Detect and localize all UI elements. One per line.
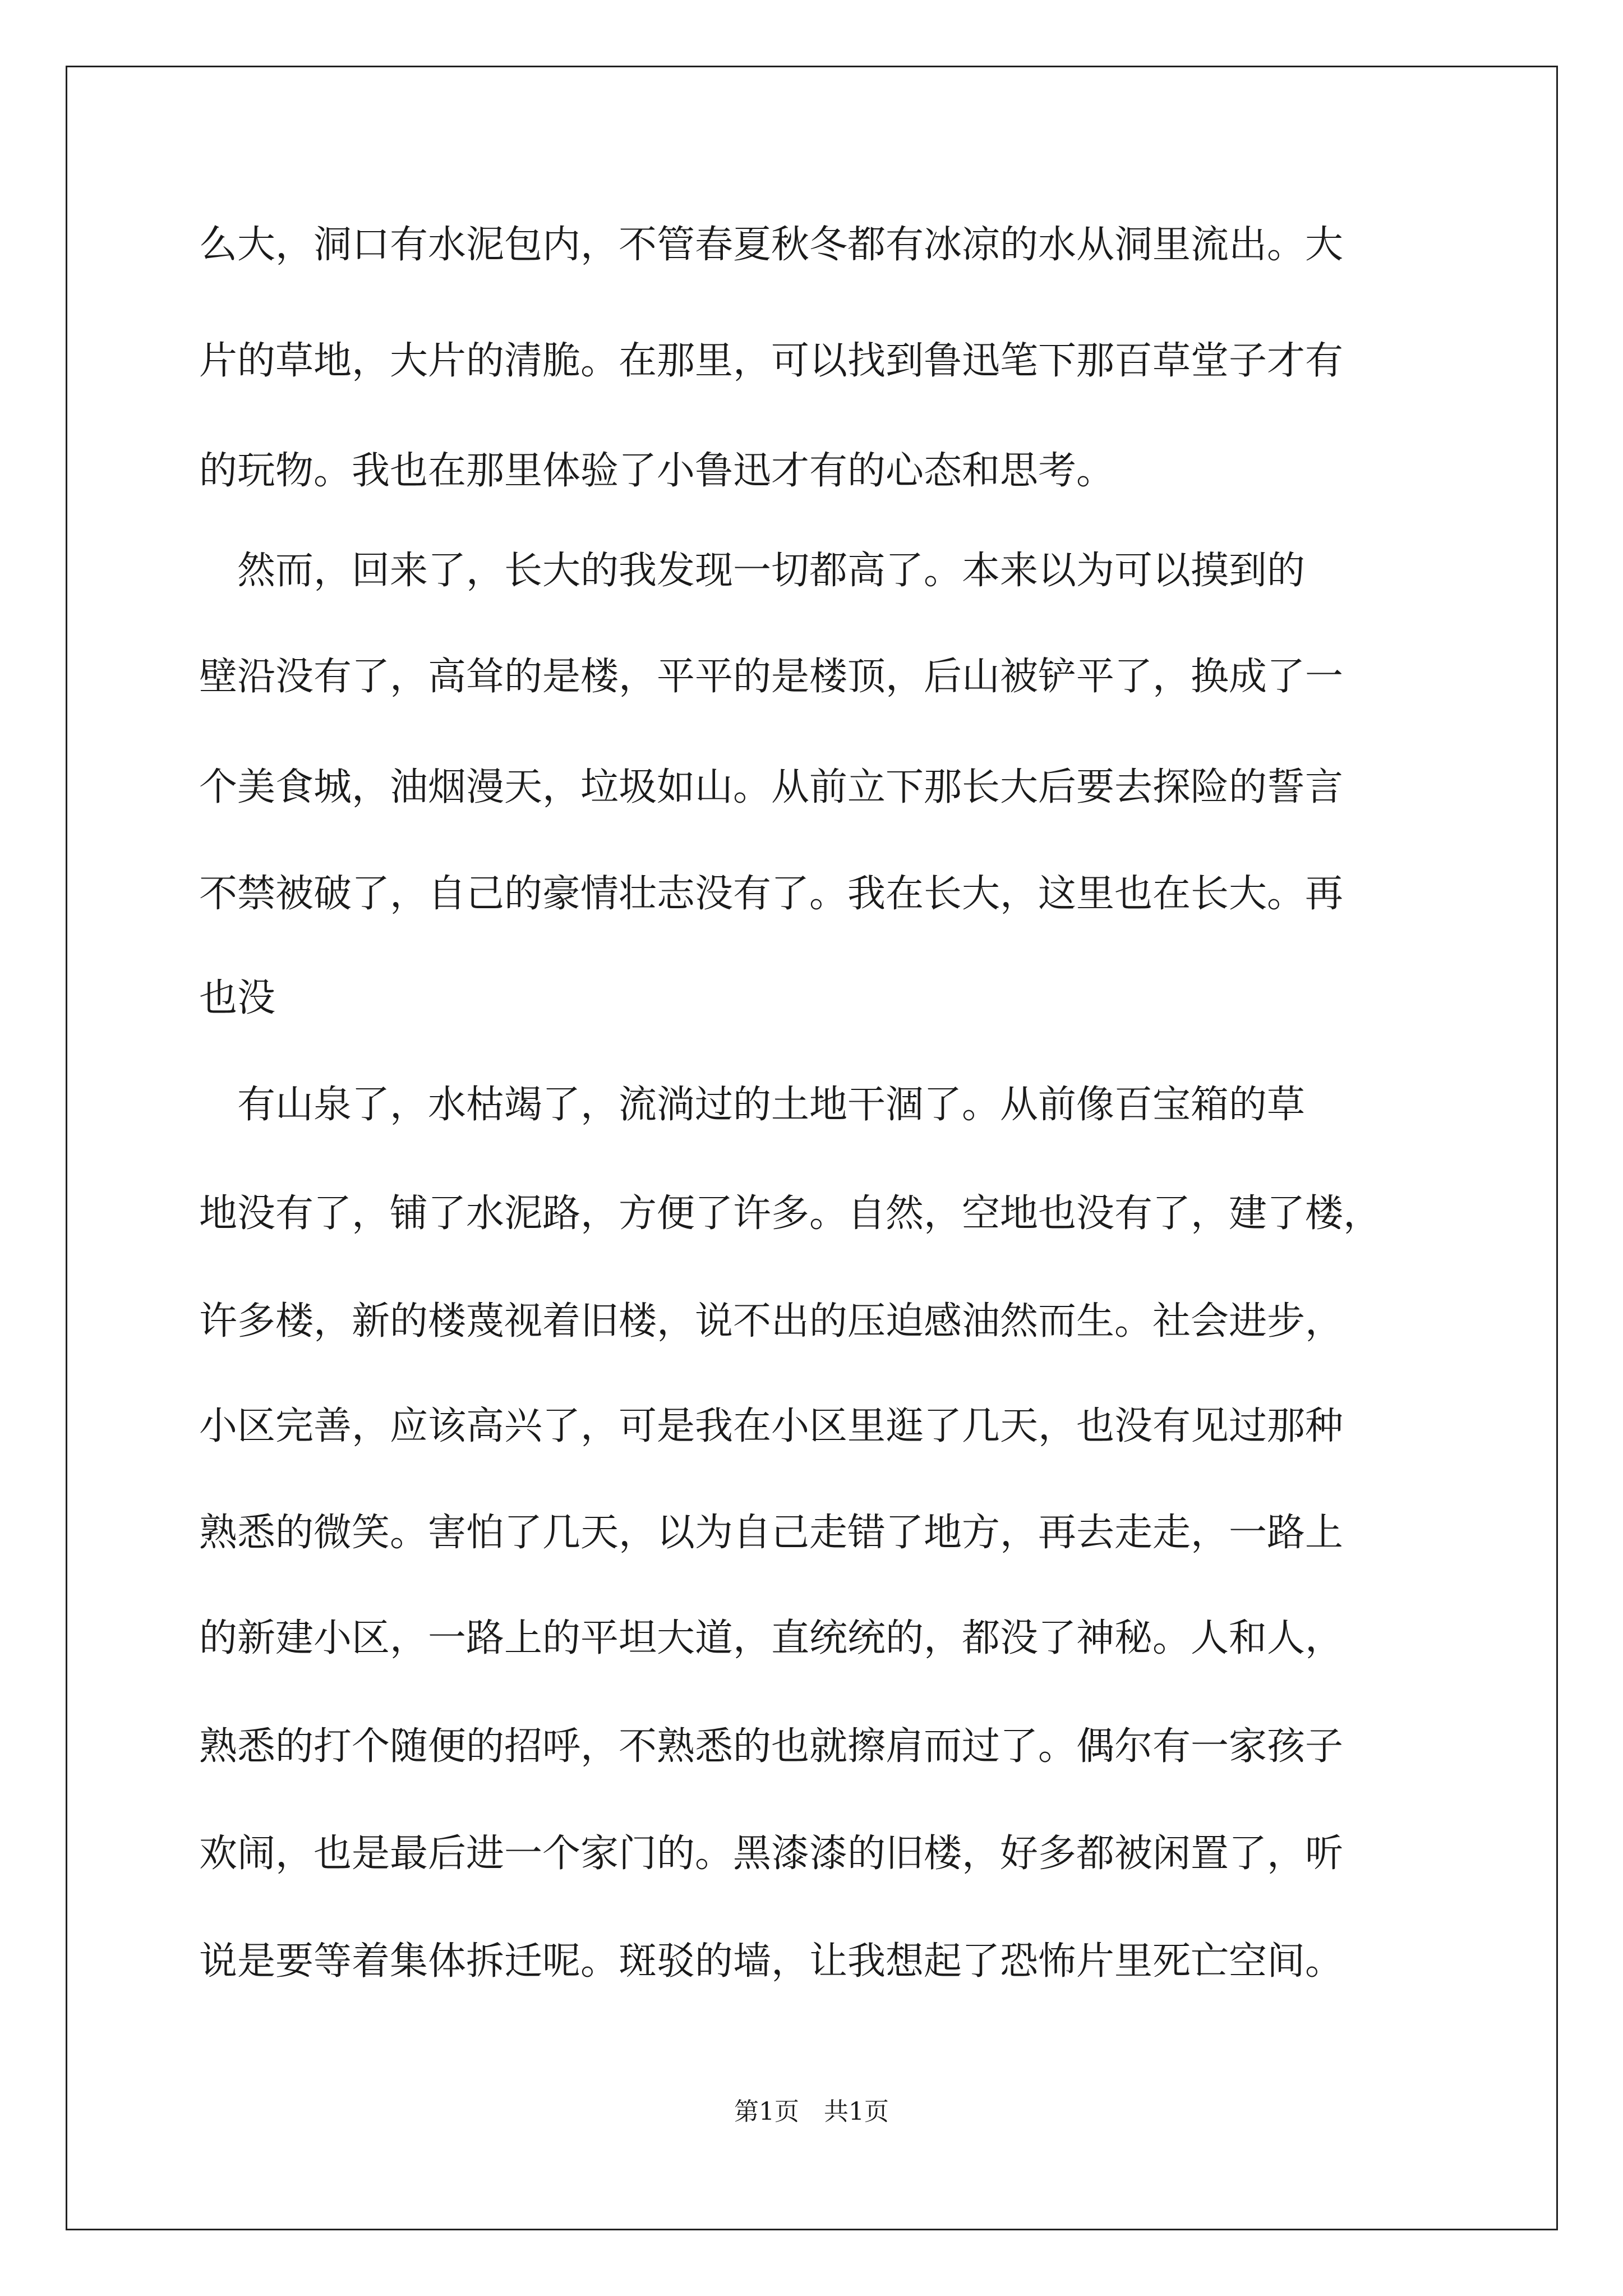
page-number-footer: 第1页 共1页 <box>734 2097 889 2126</box>
body-text-line: 熟悉的微笑。害怕了几天，以为自己走错了地方，再去走走，一路上 <box>199 1511 1344 1555</box>
body-text-line: 说是要等着集体拆迁呢。斑驳的墙，让我想起了恐怖片里死亡空间。 <box>199 1939 1344 1984</box>
body-text-line: 然而，回来了，长大的我发现一切都高了。本来以为可以摸到的 <box>199 549 1306 593</box>
body-text-line: 小区完善，应该高兴了，可是我在小区里逛了几天，也没有见过那种 <box>199 1404 1344 1448</box>
body-text-line: 片的草地，大片的清脆。在那里，可以找到鲁迅笔下那百草堂子才有 <box>199 339 1344 383</box>
body-text-line: 个美食城，油烟漫天，垃圾如山。从前立下那长大后要去探险的誓言 <box>199 765 1344 809</box>
body-text-line: 的新建小区，一路上的平坦大道，直统统的，都没了神秘。人和人， <box>199 1616 1344 1660</box>
body-text-line: 许多楼，新的楼蔑视着旧楼，说不出的压迫感油然而生。社会进步， <box>199 1299 1344 1343</box>
body-text-line: 的玩物。我也在那里体验了小鲁迅才有的心态和思考。 <box>199 449 1115 493</box>
body-text-line: 地没有了，铺了水泥路，方便了许多。自然，空地也没有了，建了楼， <box>199 1191 1382 1236</box>
body-text-line: 么大，洞口有水泥包内，不管春夏秋冬都有冰凉的水从洞里流出。大 <box>199 223 1344 267</box>
body-text-line: 有山泉了，水枯竭了，流淌过的土地干涸了。从前像百宝箱的草 <box>199 1083 1306 1127</box>
body-text-line: 不禁被破了，自己的豪情壮志没有了。我在长大，这里也在长大。再 <box>199 872 1344 916</box>
body-text-line: 也没 <box>199 976 276 1020</box>
body-text-line: 壁沿没有了，高耸的是楼，平平的是楼顶，后山被铲平了，换成了一 <box>199 655 1344 699</box>
page-border <box>66 66 1558 2230</box>
body-text-line: 欢闹，也是最后进一个家门的。黑漆漆的旧楼，好多都被闲置了，听 <box>199 1832 1344 1876</box>
body-text-line: 熟悉的打个随便的招呼，不熟悉的也就擦肩而过了。偶尔有一家孩子 <box>199 1724 1344 1769</box>
